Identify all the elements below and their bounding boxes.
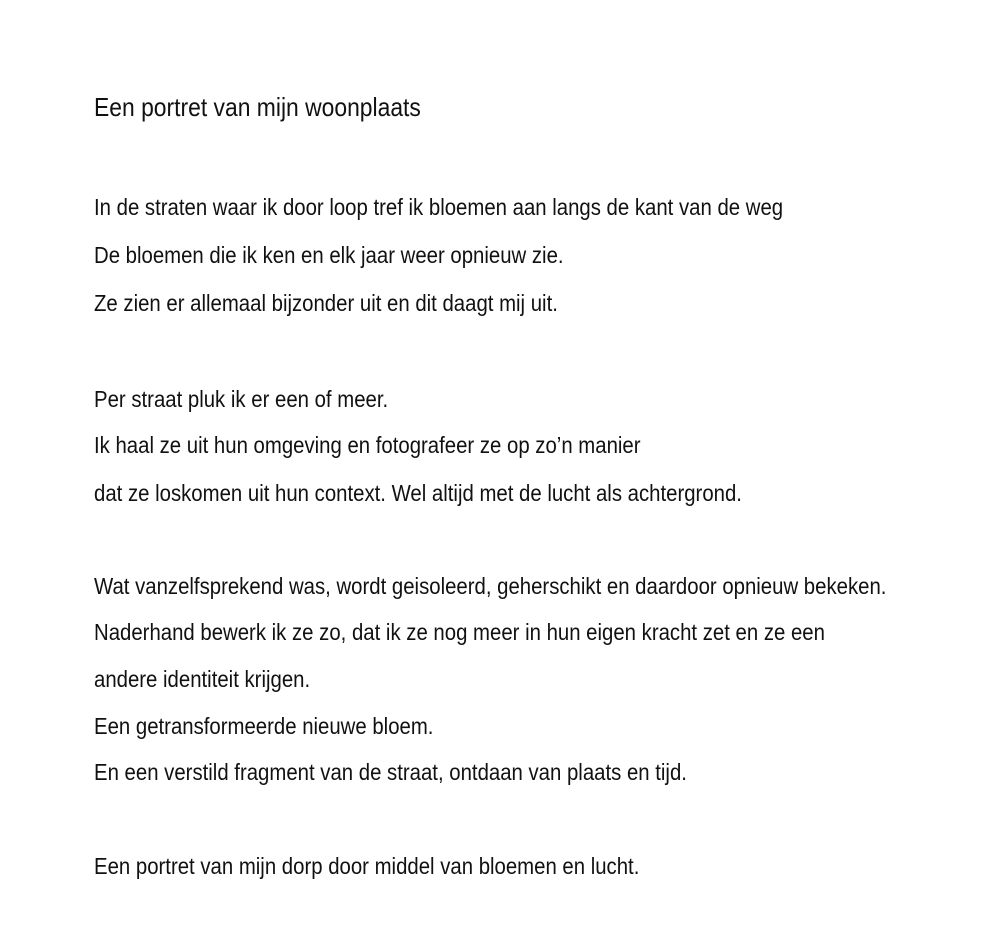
text-line: Een portret van mijn dorp door middel van bloemen en lucht. bbox=[94, 853, 640, 879]
text-line: En een verstild fragment van de straat, ontdaan van plaats en tijd. bbox=[94, 759, 687, 785]
text-line: In de straten waar ik door loop tref ik bloemen aan langs de kant van de weg bbox=[94, 194, 784, 220]
text-line: andere identiteit krijgen. bbox=[94, 666, 311, 692]
text-line: Wat vanzelfsprekend was, wordt geisoleerd, geherschikt en daardoor opnieuw bekeken. bbox=[94, 573, 887, 599]
text-line: Naderhand bewerk ik ze zo, dat ik ze nog meer in hun eigen kracht zet en ze een bbox=[94, 619, 825, 645]
page-title: Een portret van mijn woonplaats bbox=[94, 92, 421, 122]
text-line: Ik haal ze uit hun omgeving en fotografeer ze op zo’n manier bbox=[94, 432, 641, 458]
text-line: dat ze loskomen uit hun context. Wel altijd met de lucht als achtergrond. bbox=[94, 480, 742, 506]
text-line: Ze zien er allemaal bijzonder uit en dit daagt mij uit. bbox=[94, 290, 558, 316]
text-line: Per straat pluk ik er een of meer. bbox=[94, 386, 389, 412]
text-line: Een getransformeerde nieuwe bloem. bbox=[94, 713, 434, 739]
text-line: De bloemen die ik ken en elk jaar weer opnieuw zie. bbox=[94, 242, 564, 268]
